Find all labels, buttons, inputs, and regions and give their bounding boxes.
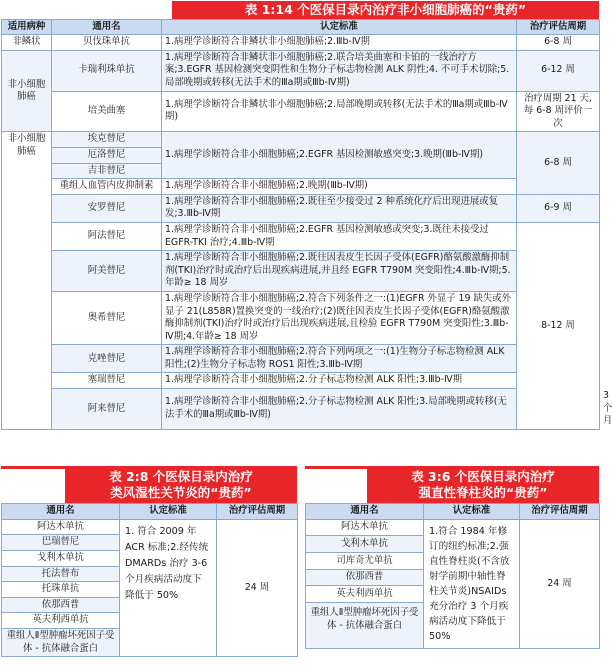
table2-header-criteria: 认定标准 — [120, 504, 217, 520]
drug-name: 重组人血管内皮抑制素 — [52, 179, 162, 195]
table2-block — [1, 466, 297, 657]
criteria-cell: 1.病理学诊断符合非小细胞肺癌;2.分子标志物检测 ALK 阳性;3.局部晚期或转移(无法手术的Ⅲa期或Ⅲb-Ⅳ期) — [162, 389, 517, 430]
table1-title: 表 1:14 个医保目录内治疗非小细胞肺癌的“贵药” — [172, 1, 599, 19]
table2-header-row — [2, 504, 298, 520]
table3-block — [305, 466, 599, 649]
table1-header-criteria: 认定标准 — [162, 19, 517, 35]
table-row — [2, 179, 600, 195]
table1-header-period: 治疗评估周期 — [517, 19, 600, 35]
table-row — [2, 194, 600, 222]
criteria-cell: 1.病理学诊断符合非小细胞肺癌;2.符合下列两项之一:(1)生物分子标志物检测 ALK 阳性;(2)生物分子标志物 ROS1 阳性;3.Ⅲb-Ⅳ期 — [162, 345, 517, 373]
drug-name: 吉非替尼 — [52, 163, 162, 179]
table1-header-row — [2, 19, 600, 35]
table1-block — [1, 1, 612, 430]
table-row — [2, 91, 600, 132]
table1 — [1, 19, 612, 430]
table-row — [2, 222, 600, 250]
criteria-cell: 1.病理学诊断符合非鳞状非小细胞肺癌;2.联合培美曲塞和卡铂的一线治疗方案;3.EGFR 基因检测突变阴性和生物分子标志物检测 ALK 阴性;4. 不可手术切除;5.局部晚期或转移(无法手术的Ⅲa期或Ⅲb-Ⅳ期) — [162, 50, 517, 91]
criteria-cell: 1.病理学诊断符合非鳞状非小细胞肺癌;2.Ⅲb-Ⅳ期 — [162, 35, 517, 51]
drug-name: 巴瑞替尼 — [2, 535, 120, 551]
table3-title-line2: 强直性脊柱炎的“贵药” — [418, 484, 548, 500]
table-row: 阿来替尼 1.病理学诊断符合非小细胞肺癌;2.分子标志物检测 ALK 阳性;3.局部晚期或转移(无法手术的Ⅲa期或Ⅲb-Ⅳ期) 3 个月 — [2, 389, 600, 430]
criteria-cell: 1.病理学诊断符合非小细胞肺癌;2.EGFR 基因检测敏感突变;3.晚期(Ⅲb-Ⅳ期) — [162, 132, 517, 179]
drug-name: 依那西普 — [2, 597, 120, 613]
period-cell: 24 周 — [217, 519, 298, 656]
period-cell: 24 周 — [520, 519, 600, 648]
period-cell: 治疗周期 21 天,每 6-8 周评价一次 — [517, 91, 600, 132]
table-row — [2, 35, 600, 51]
table-row — [2, 345, 600, 373]
table2-title-line2: 类风湿性关节炎的“贵药” — [110, 484, 252, 500]
period-cell: 6-9 周 — [517, 194, 600, 222]
criteria-cell: 1.病理学诊断符合非小细胞肺癌;2.分子标志物检测 ALK 阳性;3.Ⅲb-Ⅳ期 — [162, 373, 517, 389]
table3-header-criteria: 认定标准 — [424, 504, 520, 520]
drug-name: 戈利木单抗 — [2, 551, 120, 567]
table3-header-row — [306, 504, 600, 520]
drug-name: 司库奇尤单抗 — [306, 553, 424, 570]
disease-cell: 非小细胞肺癌 — [2, 132, 52, 429]
table2-title-line1: 表 2:8 个医保目录内治疗 — [109, 469, 253, 484]
criteria-cell: 1.病理学诊断符合非小细胞肺癌;2.EGFR 基因检测敏感或突变;3.既往未接受过 EGFR-TKI 治疗;4.Ⅲb-Ⅳ期 — [162, 222, 517, 250]
drug-name: 安罗替尼 — [52, 194, 162, 222]
table-row — [2, 373, 600, 389]
table-row — [2, 291, 600, 344]
table2-header-period: 治疗评估周期 — [217, 504, 298, 520]
table2 — [1, 503, 298, 657]
drug-name: 重组人Ⅱ型肿瘤坏死因子受体 - 抗体融合蛋白 — [306, 602, 424, 648]
criteria-cell: 1. 符合 2009 年 ACR 标准;2.经传统 DMARDs 治疗 3-6 个月疾病活动度下降低于 50% — [120, 519, 217, 656]
drug-name: 阿达木单抗 — [2, 519, 120, 535]
disease-cell: 非鳞状 — [2, 35, 52, 51]
criteria-cell: 1.病理学诊断符合非小细胞肺癌;2.符合下列条件之一:(1)EGFR 外显子 19 缺失或外显子 21(L858R)置换突变的一线治疗;(2)既往因表皮生长因子受体(EGFR)酪氨酸激酶抑制剂(TKI)治疗时或治疗后出现疾病进展,且检验 EGFR T790M 突变阳性;3.Ⅲb-Ⅳ期;4.年龄≥ 18 周岁 — [162, 291, 517, 344]
drug-name: 厄洛替尼 — [52, 147, 162, 163]
table2-title — [65, 466, 297, 503]
table2-accent-bar — [1, 466, 65, 469]
drug-name: 戈利木单抗 — [306, 536, 424, 553]
criteria-cell: 1.病理学诊断符合非小细胞肺癌;2.晚期(Ⅲb-Ⅳ期) — [162, 179, 517, 195]
table-row — [2, 251, 600, 292]
table3-title — [367, 466, 599, 503]
drug-name: 重组人Ⅱ型肿瘤坏死因子受体 - 抗体融合蛋白 — [2, 629, 120, 657]
period-cell: 6-12 周 — [517, 50, 600, 91]
table3-title-line1: 表 3:6 个医保目录内治疗 — [411, 469, 555, 484]
criteria-cell: 1.符合 1984 年修订的纽约标准;2.强直性脊柱炎(不含放射学前期中轴性脊柱关节炎)NSAIDs 充分治疗 3 个月疾病活动度下降低于 50% — [424, 519, 520, 648]
drug-name: 阿法替尼 — [52, 222, 162, 250]
period-cell: 6-8 周 — [517, 132, 600, 194]
table-row — [2, 132, 600, 148]
table1-header-drug: 通用名 — [52, 19, 162, 35]
period-cell: 6-8 周 — [517, 35, 600, 51]
drug-name: 克唑替尼 — [52, 345, 162, 373]
table-row — [306, 519, 600, 536]
drug-name: 埃克替尼 — [52, 132, 162, 148]
drug-name: 贝伐珠单抗 — [52, 35, 162, 51]
drug-name: 阿达木单抗 — [306, 519, 424, 536]
period-cell: 8-12 周 — [517, 222, 600, 429]
criteria-cell: 1.病理学诊断符合非小细胞肺癌;2.既往因表皮生长因子受体(EGFR)酪氨酸激酶抑制剂(TKI)治疗时或治疗后出现疾病进展,并且经 EGFR T790M 突变阳性;4.Ⅲb-Ⅳ期;5.年龄≥ 18 周岁 — [162, 251, 517, 292]
drug-name: 阿美替尼 — [52, 251, 162, 292]
table3-accent-bar — [305, 466, 367, 469]
criteria-cell: 1.病理学诊断符合非小细胞肺癌;2.既往至少接受过 2 种系统化疗后出现进展或复发;3.Ⅲb-Ⅳ期 — [162, 194, 517, 222]
drug-name: 依那西普 — [306, 569, 424, 586]
table3-header-drug: 通用名 — [306, 504, 424, 520]
drug-name: 奥希替尼 — [52, 291, 162, 344]
drug-name: 英夫利西单抗 — [306, 586, 424, 603]
drug-name: 阿来替尼 — [52, 389, 162, 430]
drug-name: 塞瑞替尼 — [52, 373, 162, 389]
table3-header-period: 治疗评估周期 — [520, 504, 600, 520]
drug-name: 卡瑞利珠单抗 — [52, 50, 162, 91]
table1-header-disease: 适用病种 — [2, 19, 52, 35]
drug-name: 英夫利西单抗 — [2, 613, 120, 629]
drug-name: 托法替布 — [2, 566, 120, 582]
drug-name: 培美曲塞 — [52, 91, 162, 132]
disease-cell: 非小细胞肺癌 — [2, 50, 52, 132]
table3 — [305, 503, 600, 649]
criteria-cell: 1.病理学诊断符合非鳞状非小细胞肺癌;2.局部晚期或转移(无法手术的Ⅲa期或Ⅲb-Ⅳ期) — [162, 91, 517, 132]
table-row — [2, 519, 298, 535]
table-row — [2, 50, 600, 91]
table2-header-drug: 通用名 — [2, 504, 120, 520]
drug-name: 托珠单抗 — [2, 582, 120, 598]
